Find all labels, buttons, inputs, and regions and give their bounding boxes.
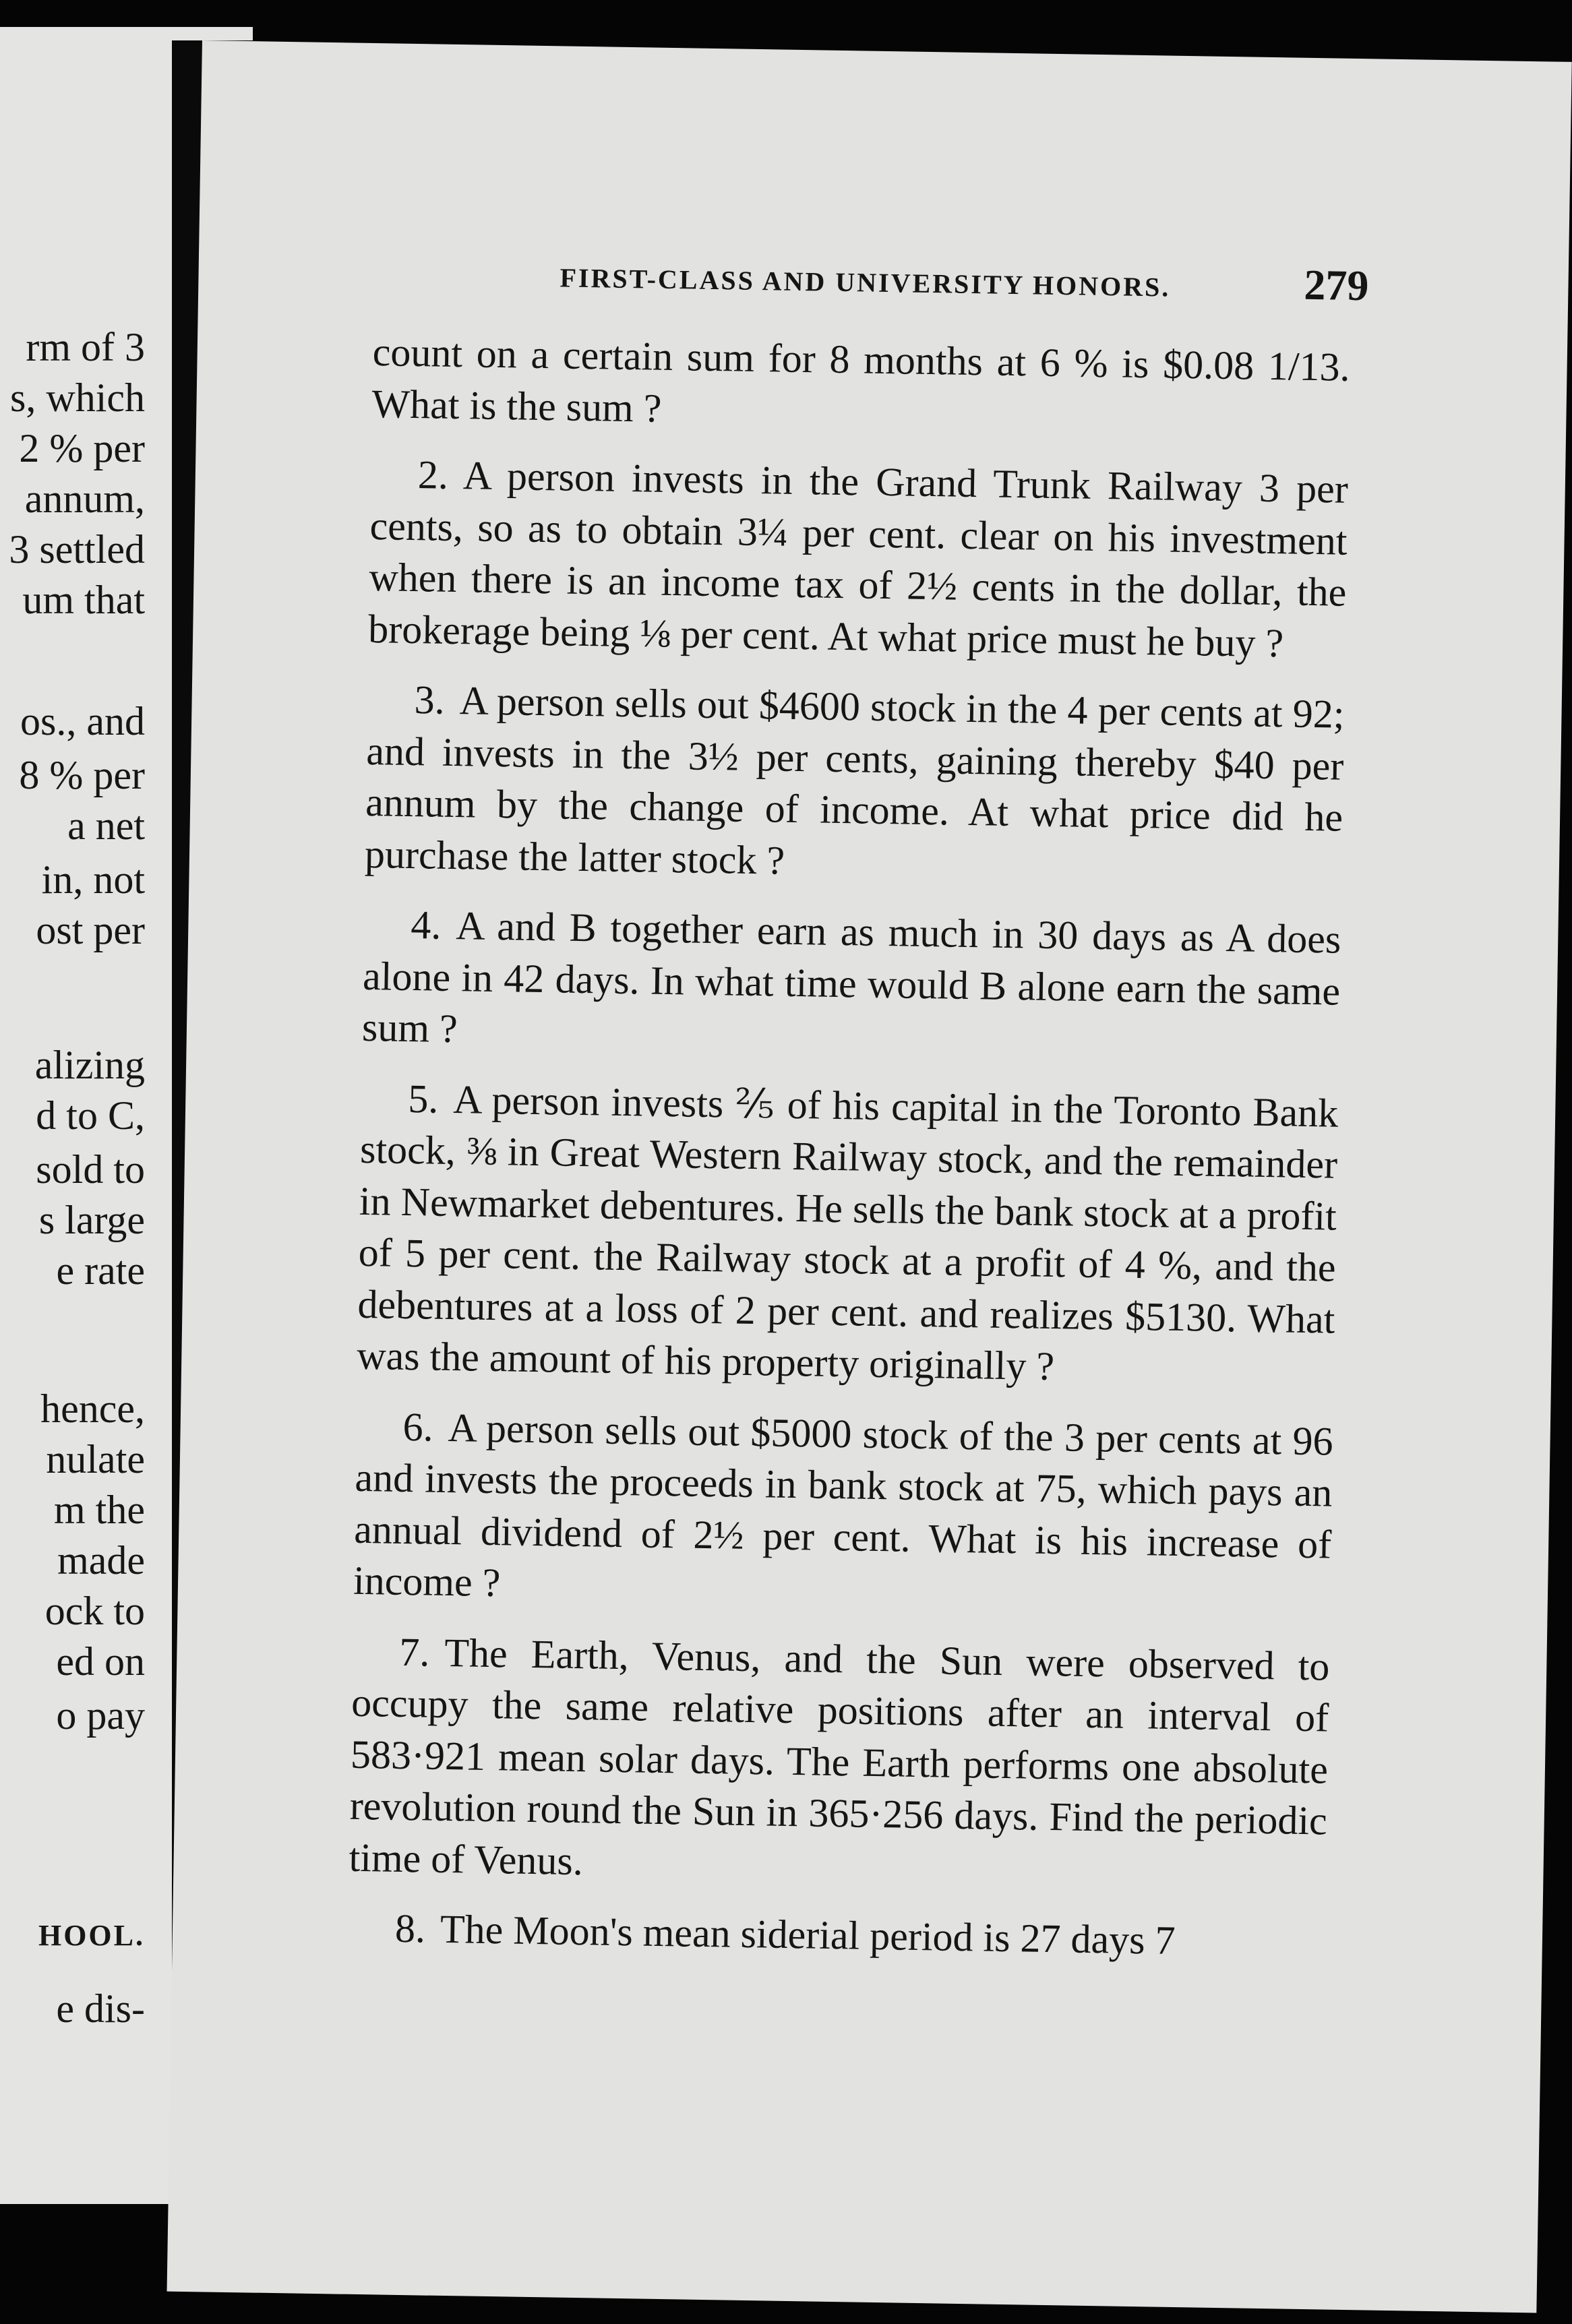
- problem-2: [368, 448, 1349, 670]
- problem-number: 6.: [402, 1404, 434, 1450]
- problem-8: [347, 1902, 1325, 1969]
- left-page-fragment: ock to: [44, 1589, 145, 1633]
- left-page-fragment: s, which: [10, 375, 145, 420]
- problem-number: 7.: [398, 1629, 431, 1675]
- left-page-fragment: m the: [54, 1488, 145, 1532]
- left-page-fragment: d to C,: [36, 1093, 145, 1138]
- left-page-fragment: 8 % per: [19, 753, 145, 797]
- left-page-fragment: 2 % per: [19, 426, 145, 470]
- left-page-fragment: in, not: [41, 857, 145, 902]
- problem-text: A and B together earn as much in 30 days as A does alone in 42 days. In what time would B alone earn the same sum ?: [361, 903, 1341, 1051]
- left-page-fragment: um that: [22, 578, 145, 622]
- problem-5: [357, 1072, 1339, 1397]
- left-page-fragment: made: [57, 1538, 145, 1583]
- problem-3: [364, 673, 1345, 895]
- problem-number: 5.: [407, 1076, 439, 1122]
- left-page-fragment: 3 settled: [9, 527, 145, 572]
- left-page-fragment: alizing: [34, 1043, 145, 1087]
- left-page-fragment: a net: [67, 803, 145, 848]
- left-page-fragment: annum,: [24, 477, 145, 521]
- problem-text: A person invests in the Grand Trunk Railway 3 per cents, so as to obtain 3¼ per cent. clear on his investment when there is an income tax of 2½ cents in the dollar, the brokerage being ⅛ per cent. At what price must he buy ?: [367, 453, 1349, 665]
- page-number: 279: [1303, 260, 1370, 310]
- problem-text: A person sells out $4600 stock in the 4 per cents at 92; and invests in the 3½ per cents, gaining thereby $40 per annum by the change of income. At what price did he purchase the latter stock ?: [364, 678, 1346, 883]
- problem-text: A person sells out $5000 stock of the 3 per cents at 96 and invests the proceeds in bank stock at 75, which pays an annual dividend of 2½ per cent. What is his increase of income ?: [353, 1405, 1334, 1606]
- running-head: FIRST-CLASS AND UNIVERSITY HONORS.: [560, 262, 1171, 303]
- problem-text: A person invests ⅖ of his capital in the Toronto Bank stock, ⅜ in Great Western Railway stock, and the remainder in Newmarket debentures. He sells the bank stock at a profit of 5 per cent. the Railway stock at a profit of 4 %, and the debentures at a loss of 2 per cent. and realizes $5130. What was the amount of his property originally ?: [356, 1076, 1339, 1389]
- left-page-fragment: e rate: [56, 1248, 145, 1293]
- problem-4: [361, 898, 1341, 1068]
- problem-text: The Moon's mean siderial period is 27 days 7: [440, 1906, 1176, 1963]
- left-page-fragment: ost per: [36, 908, 145, 952]
- left-page-fragment: HOOL.: [38, 1919, 145, 1952]
- left-page-fragment: hence,: [40, 1386, 145, 1431]
- continuation-paragraph: count on a certain sum for 8 months at 6 % is $0.08 1/13. What is the sum ?: [371, 330, 1351, 431]
- problem-text: The Earth, Venus, and the Sun were observed to occupy the same relative positions after an interval of 583·921 mean solar days. The Earth performs one absolute revolution round the Sun in 365·256 days. Find the periodic time of Venus.: [349, 1630, 1330, 1883]
- right-page: [167, 40, 1572, 2313]
- left-page-fragment: e dis-: [56, 1986, 145, 2031]
- problem-number: 8.: [394, 1905, 426, 1951]
- left-page-fragment: s large: [38, 1198, 145, 1242]
- left-page-fragment: nulate: [46, 1437, 145, 1481]
- left-page-fragment: os., and: [20, 699, 145, 743]
- problem-number: 3.: [414, 677, 446, 723]
- left-page-fragment: sold to: [36, 1147, 145, 1192]
- left-page-fragment: ed on: [56, 1639, 145, 1684]
- left-page-fragment: rm of 3: [26, 325, 145, 369]
- problem-number: 4.: [410, 903, 442, 948]
- problem-number: 2.: [417, 452, 449, 497]
- problem-7: [349, 1625, 1330, 1898]
- page-body: [347, 326, 1350, 1988]
- left-page-fragment: o pay: [56, 1693, 145, 1738]
- problem-6: [353, 1400, 1334, 1622]
